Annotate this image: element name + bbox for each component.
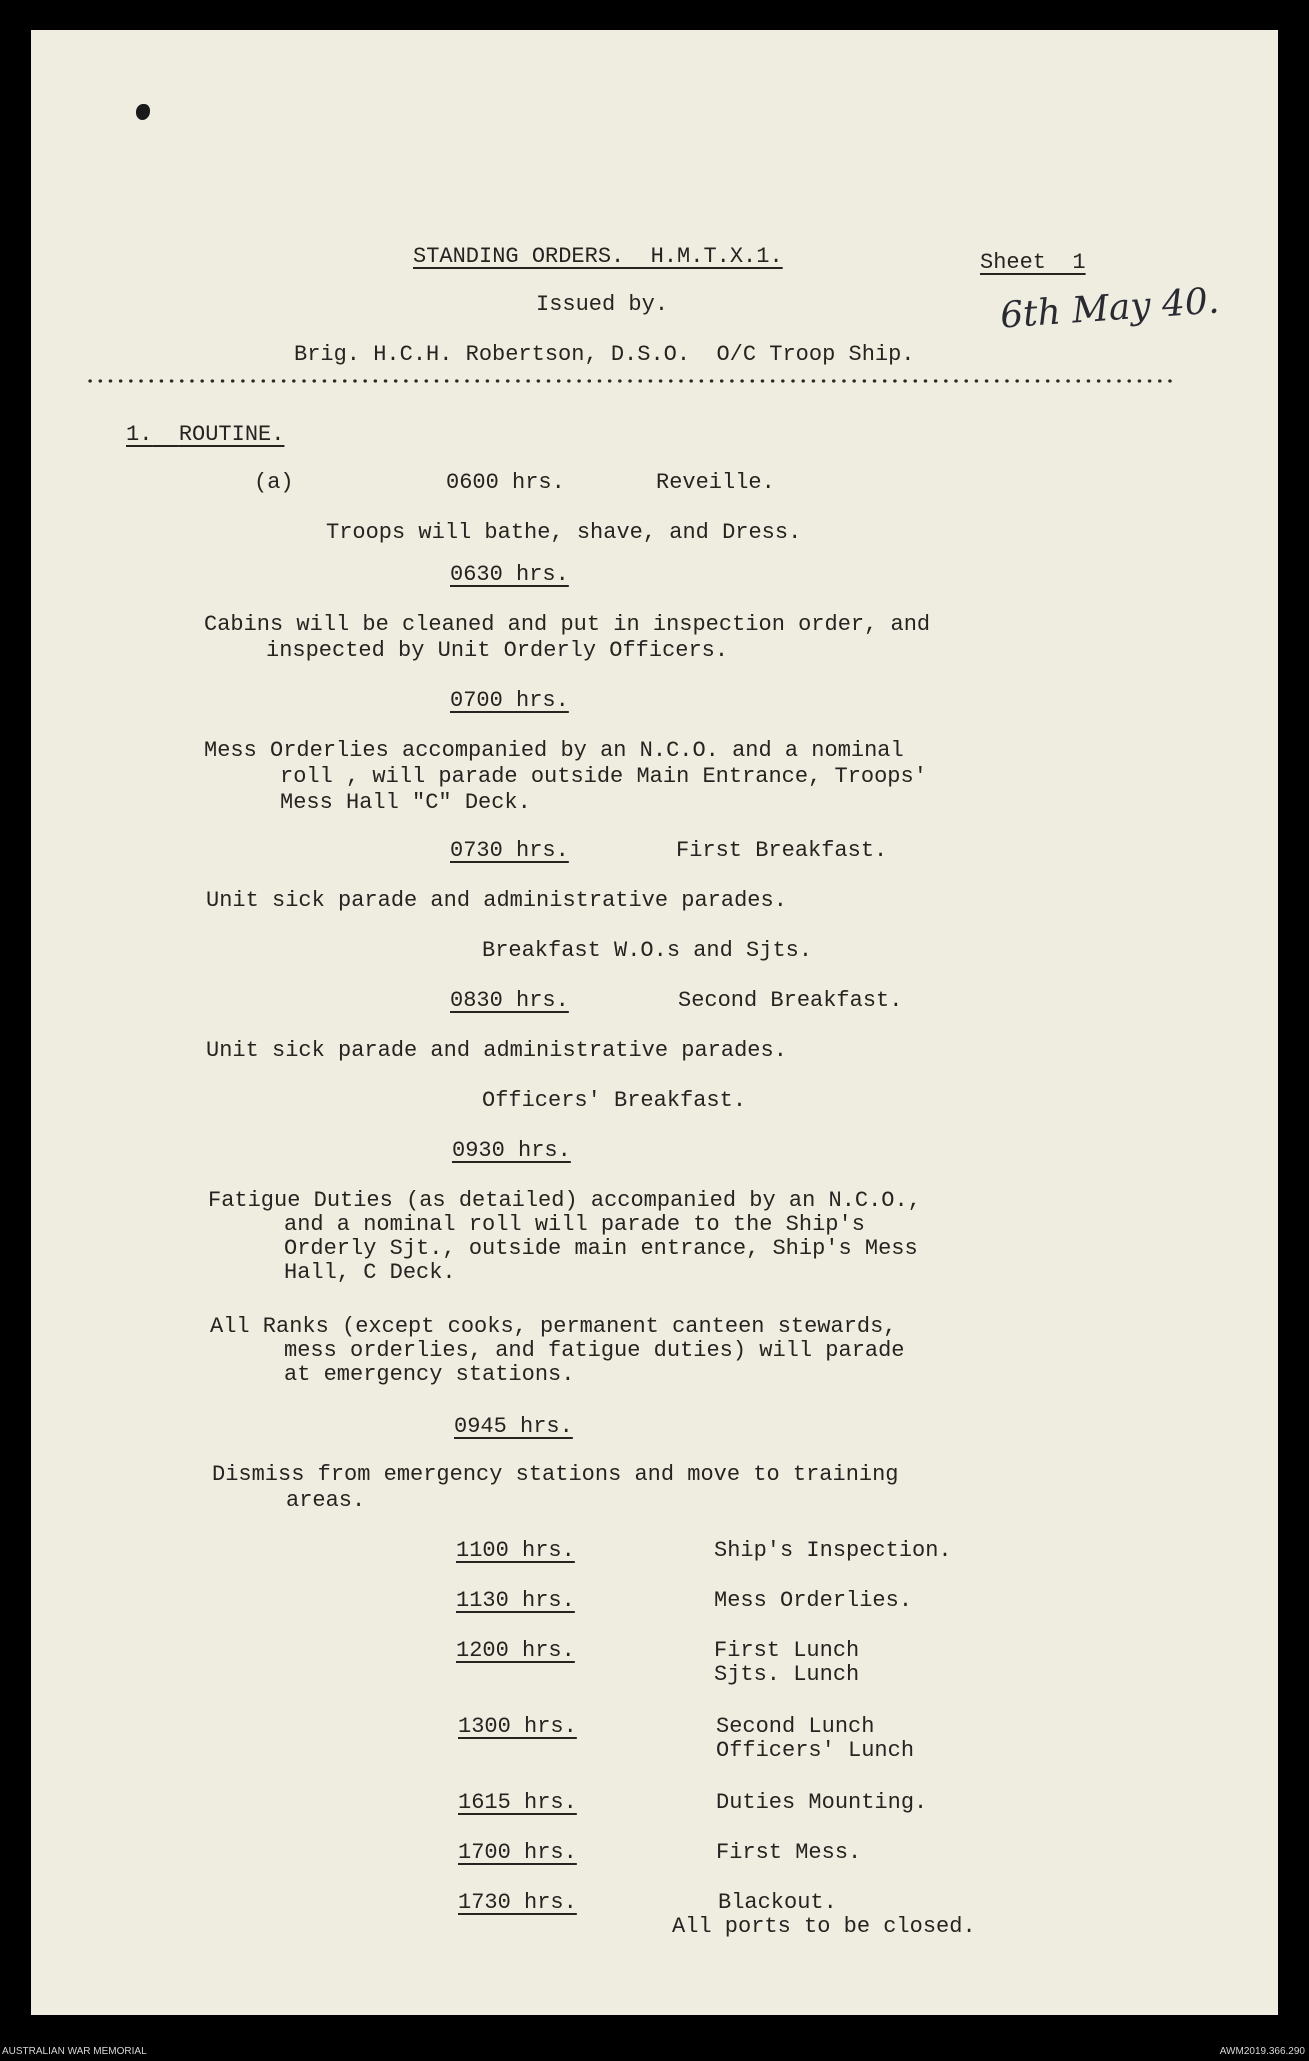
sick-parade-2: Unit sick parade and administrative parades. — [206, 1038, 787, 1063]
second-breakfast-text: Second Breakfast. — [678, 988, 903, 1013]
handwritten-date: 6th May 40. — [998, 280, 1221, 337]
schedule-activity-1100: Ship's Inspection. — [714, 1538, 952, 1563]
time-0930: 0930 hrs. — [452, 1138, 571, 1163]
fatigue-line-4: Hall, C Deck. — [284, 1260, 456, 1285]
schedule-time-1300: 1300 hrs. — [458, 1714, 577, 1739]
breakfast-wos-text: Breakfast W.O.s and Sjts. — [482, 938, 813, 963]
bathe-text: Troops will bathe, shave, and Dress. — [326, 520, 802, 545]
mess-line-2: roll , will parade outside Main Entrance, Troops' — [280, 764, 927, 789]
final-note: All ports to be closed. — [672, 1914, 976, 1939]
schedule-activity-1200-b: Sjts. Lunch — [714, 1662, 860, 1687]
time-0700: 0700 hrs. — [450, 688, 569, 713]
schedule-activity-1300-a: Second Lunch — [716, 1714, 875, 1739]
reveille-text: Reveille. — [656, 470, 775, 495]
schedule-time-1730: 1730 hrs. — [458, 1890, 577, 1915]
time-0730: 0730 hrs. — [450, 838, 569, 863]
item-a-label: (a) — [254, 470, 294, 495]
footer-accession: AWM2019.366.290 — [1219, 2046, 1305, 2057]
section-heading — [126, 422, 284, 448]
schedule-activity-1700: First Mess. — [716, 1840, 862, 1865]
fatigue-line-2: and a nominal roll will parade to the Ship's — [284, 1212, 865, 1237]
schedule-time-1130: 1130 hrs. — [456, 1588, 575, 1613]
dismiss-line-1: Dismiss from emergency stations and move to training — [212, 1462, 899, 1487]
time-0630: 0630 hrs. — [450, 562, 569, 587]
section-number: 1. — [126, 422, 153, 447]
dotted-divider — [85, 378, 1175, 384]
time-0600: 0600 hrs. — [446, 470, 565, 495]
dismiss-line-2: areas. — [286, 1488, 366, 1513]
schedule-activity-1130: Mess Orderlies. — [714, 1588, 913, 1613]
schedule-time-1615: 1615 hrs. — [458, 1790, 577, 1815]
sheet-number: Sheet 1 — [980, 250, 1086, 275]
ranks-line-1: All Ranks (except cooks, permanent canteen stewards, — [210, 1314, 897, 1339]
issuer-line: Brig. H.C.H. Robertson, D.S.O. O/C Troop Ship. — [294, 342, 915, 367]
schedule-time-1700: 1700 hrs. — [458, 1840, 577, 1865]
ranks-line-2: mess orderlies, and fatigue duties) will parade — [284, 1338, 905, 1363]
time-0945: 0945 hrs. — [454, 1414, 573, 1439]
cabins-line-2: inspected by Unit Orderly Officers. — [266, 638, 729, 663]
mess-line-1: Mess Orderlies accompanied by an N.C.O. and a nominal — [204, 738, 904, 763]
schedule-activity-1730: Blackout. — [718, 1890, 837, 1915]
schedule-time-1100: 1100 hrs. — [456, 1538, 575, 1563]
time-0830: 0830 hrs. — [450, 988, 569, 1013]
schedule-time-1200: 1200 hrs. — [456, 1638, 575, 1663]
document-title: STANDING ORDERS. H.M.T.X.1. — [413, 244, 783, 269]
section-title: ROUTINE. — [178, 422, 285, 447]
sick-parade-1: Unit sick parade and administrative parades. — [206, 888, 787, 913]
schedule-activity-1200-a: First Lunch — [714, 1638, 860, 1663]
first-breakfast-text: First Breakfast. — [676, 838, 888, 863]
fatigue-line-1: Fatigue Duties (as detailed) accompanied by an N.C.O., — [208, 1188, 921, 1213]
schedule-activity-1300-b: Officers' Lunch — [716, 1738, 915, 1763]
mess-line-3: Mess Hall "C" Deck. — [280, 790, 531, 815]
fatigue-line-3: Orderly Sjt., outside main entrance, Ship's Mess — [284, 1236, 918, 1261]
issued-by-label: Issued by. — [536, 292, 669, 317]
ranks-line-3: at emergency stations. — [284, 1362, 575, 1387]
schedule-activity-1615: Duties Mounting. — [716, 1790, 928, 1815]
cabins-line-1: Cabins will be cleaned and put in inspection order, and — [204, 612, 931, 637]
officers-breakfast-text: Officers' Breakfast. — [482, 1088, 747, 1113]
footer-institution: AUSTRALIAN WAR MEMORIAL — [2, 2046, 147, 2057]
